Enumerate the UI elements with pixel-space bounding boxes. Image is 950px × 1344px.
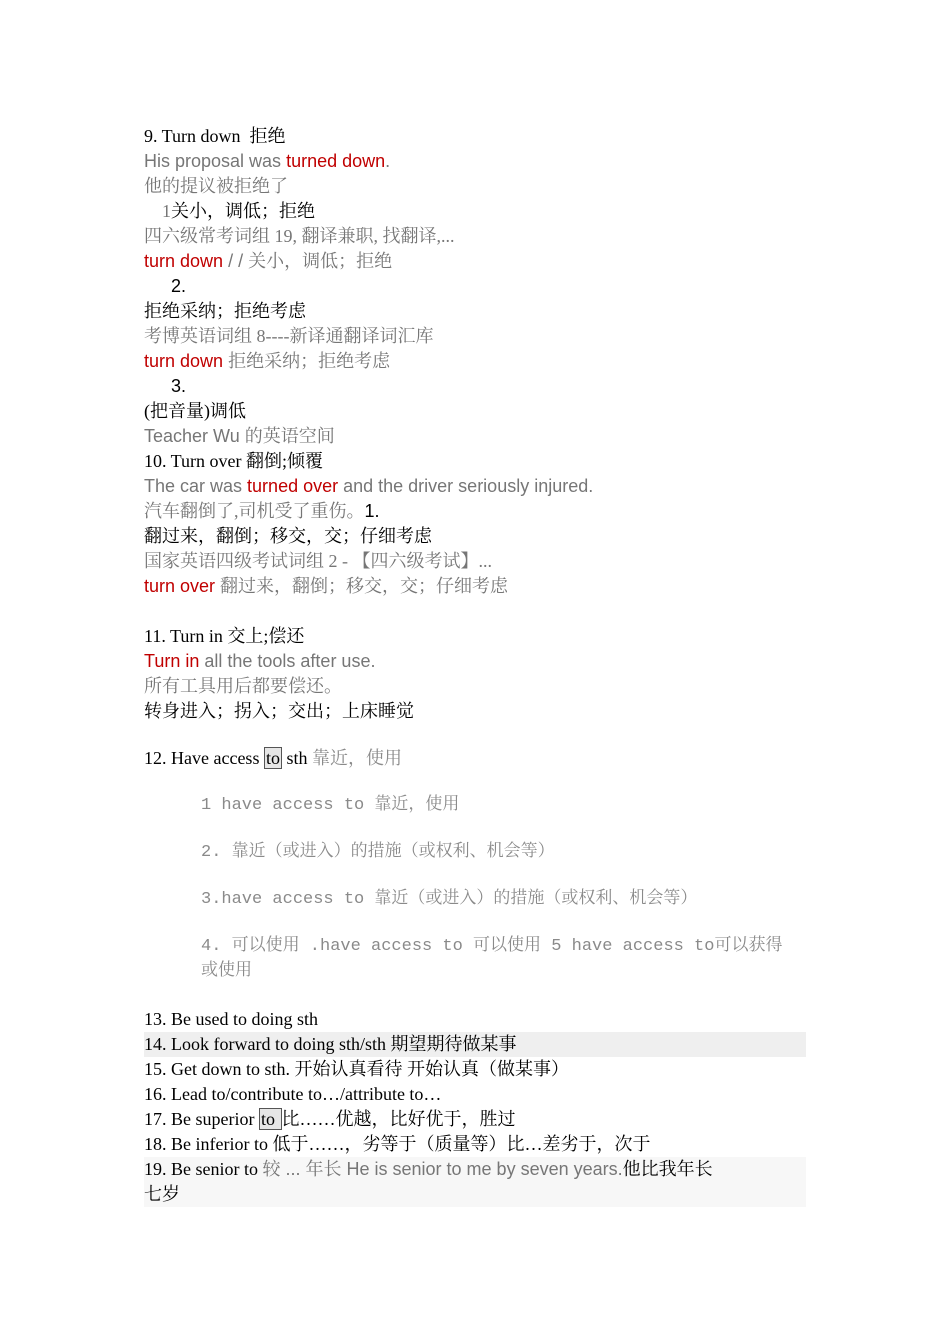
item-10-sense-1: 翻过来，翻倒；移交，交；仔细考虑: [144, 526, 432, 546]
item-10-sense-1-entry: turn over 翻过来，翻倒；移交，交；仔细考虑: [144, 576, 509, 596]
item-11-extra-meanings: 转身进入；拐入；交出；上床睡觉: [144, 701, 414, 721]
item-9-sense-2-source: 考博英语词组 8----新译通翻译词汇库: [144, 326, 434, 346]
item-9-example: His proposal was turned down.: [144, 151, 391, 171]
item-17: 17. Be superior to 比……优越，比好优于，胜过: [144, 1109, 516, 1129]
item-9-sense-2-number: 2.: [171, 276, 187, 296]
item-19-cont: 七岁: [144, 1182, 806, 1207]
item-10-sense-1-source: 国家英语四级考试词组 2 - 【四六级考试】...: [144, 551, 492, 571]
boxed-word: to: [260, 1109, 280, 1129]
item-9-sense-3: (把音量)调低: [144, 401, 246, 421]
item-9-sense-1-source: 四六级常考词组 19, 翻译兼职, 找翻译,...: [144, 226, 455, 246]
item-12-sense-1: 1 have access to 靠近，使用: [201, 796, 460, 815]
document-body: [144, 124, 806, 1207]
item-10-heading: 10. Turn over 翻倒;倾覆: [144, 451, 324, 471]
item-12-sense-3: 3.have access to 靠近（或进入）的措施（或权利、机会等）: [201, 890, 698, 909]
item-11-heading: 11. Turn in 交上;偿还: [144, 626, 305, 646]
item-9-sense-2-entry: turn down 拒绝采纳；拒绝考虑: [144, 351, 391, 371]
item-15: 15. Get down to sth. 开始认真看待 开始认真（做某事）: [144, 1059, 569, 1079]
item-9-heading: 9. Turn down 拒绝: [144, 126, 286, 146]
item-16: 16. Lead to/contribute to…/attribute to…: [144, 1084, 442, 1104]
item-11-example: Turn in all the tools after use.: [144, 651, 376, 671]
item-9-sense-1-entry: turn down / / 关小，调低；拒绝: [144, 251, 393, 271]
item-12-heading: 12. Have access to sth 靠近，使用: [144, 748, 402, 768]
item-19: 19. Be senior to 较 ... 年长 He is senior to me by seven years.他比我年长: [144, 1157, 806, 1182]
item-18: 18. Be inferior to 低于……，劣等于（质量等）比…差劣于，次于: [144, 1134, 651, 1154]
item-12-sense-4: 4. 可以使用 .have access to 可以使用 5 have access to可以获得: [201, 937, 783, 956]
item-9-sense-1: 1关小，调低；拒绝: [162, 201, 315, 221]
item-12-sense-2: 2. 靠近（或进入）的措施（或权利、机会等）: [201, 843, 555, 862]
item-10-example: The car was turned over and the driver seriously injured.: [144, 476, 594, 496]
item-14: 14. Look forward to doing sth/sth 期望期待做某事: [144, 1032, 806, 1057]
item-9-example-translation: 他的提议被拒绝了: [144, 176, 288, 196]
item-9-sense-3-source: Teacher Wu 的英语空间: [144, 426, 335, 446]
item-12-sense-4-cont: 或使用: [201, 962, 252, 981]
highlight-phrase: turned down: [286, 151, 386, 171]
item-10-example-translation: 汽车翻倒了,司机受了重伤。1.: [144, 501, 380, 521]
boxed-word: to: [265, 748, 280, 768]
item-11-example-translation: 所有工具用后都要偿还。: [144, 676, 342, 696]
item-9-sense-3-number: 3.: [171, 376, 187, 396]
item-9-sense-2: 拒绝采纳；拒绝考虑: [144, 301, 306, 321]
item-13: 13. Be used to doing sth: [144, 1009, 318, 1029]
